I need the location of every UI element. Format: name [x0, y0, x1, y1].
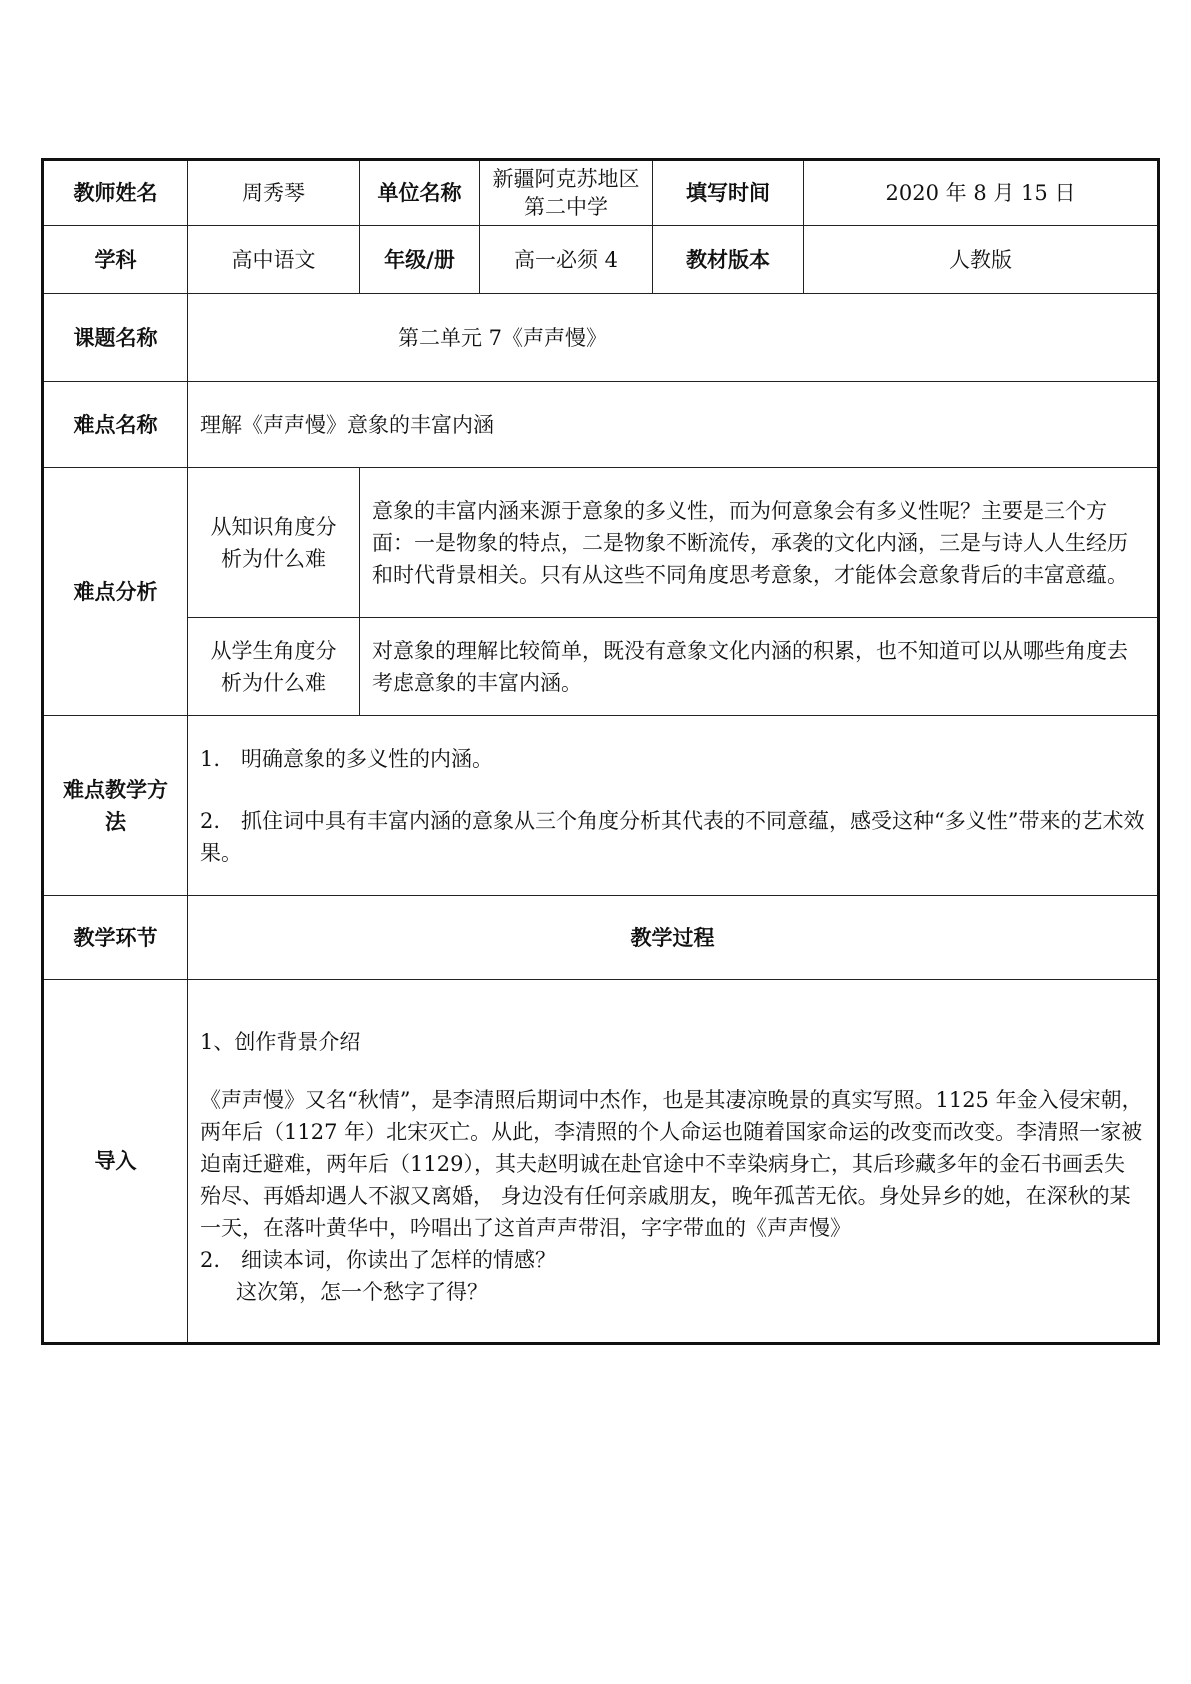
edition-label: 教材版本	[653, 226, 804, 294]
intro-point-1: 1、创作背景介绍	[200, 1030, 361, 1054]
method-label: 难点教学方法	[43, 716, 188, 896]
intro-quote: 这次第，怎一个愁字了得？	[236, 1280, 488, 1304]
method-row	[43, 716, 1159, 896]
intro-content	[188, 980, 1159, 1344]
header-row-2	[43, 226, 1159, 294]
stage-label: 教学环节	[43, 896, 188, 980]
topic-value-text: 第二单元 7《声声慢》	[398, 325, 608, 350]
difficulty-label: 难点名称	[43, 382, 188, 468]
knowledge-label: 从知识角度分析为什么难	[188, 468, 360, 618]
analysis-row-student	[43, 618, 1159, 716]
topic-value	[188, 294, 1159, 382]
intro-label: 导入	[43, 980, 188, 1344]
topic-row	[43, 294, 1159, 382]
teacher-label: 教师姓名	[43, 160, 188, 226]
intro-point-2: 2. 细读本词，你读出了怎样的情感？	[200, 1248, 557, 1272]
student-label: 从学生角度分析为什么难	[188, 618, 360, 716]
intro-row	[43, 980, 1159, 1344]
process-label: 教学过程	[188, 896, 1159, 980]
date-value: 2020 年 8 月 15 日	[804, 160, 1159, 226]
subject-label: 学科	[43, 226, 188, 294]
topic-label: 课题名称	[43, 294, 188, 382]
student-text: 对意象的理解比较简单，既没有意象文化内涵的积累，也不知道可以从哪些角度去考虑意象的丰富内涵。	[360, 618, 1159, 716]
unit-label: 单位名称	[360, 160, 480, 226]
lesson-plan-table	[41, 158, 1160, 1345]
method-content	[188, 716, 1159, 896]
unit-value-line2: 第二中学	[524, 195, 608, 219]
process-header-row	[43, 896, 1159, 980]
unit-value	[480, 160, 653, 226]
subject-value: 高中语文	[188, 226, 360, 294]
method-item-2: 2. 抓住词中具有丰富内涵的意象从三个角度分析其代表的不同意蕴，感受这种“多义性”带来的艺术效果。	[200, 808, 1145, 865]
unit-value-line1: 新疆阿克苏地区	[492, 167, 640, 191]
difficulty-value: 理解《声声慢》意象的丰富内涵	[188, 382, 1159, 468]
date-label: 填写时间	[653, 160, 804, 226]
grade-label: 年级/册	[360, 226, 480, 294]
teacher-value: 周秀琴	[188, 160, 360, 226]
header-row-1	[43, 160, 1159, 226]
knowledge-text: 意象的丰富内涵来源于意象的多义性，而为何意象会有多义性呢？主要是三个方面：一是物象的特点，二是物象不断流传，承袭的文化内涵，三是与诗人人生经历和时代背景相关。只有从这些不同角度思考意象，才能体会意象背后的丰富意蕴。	[360, 468, 1159, 618]
intro-background: 《声声慢》又名“秋情”，是李清照后期词中杰作，也是其凄凉晚景的真实写照。1125 年金入侵宋朝，两年后（1127 年）北宋灭亡。从此，李清照的个人命运也随着国家命运的改变而改变。李清照一家被迫南迁避难，两年后（1129），其夫赵明诚在赴官途中不幸染病身亡，其后珍藏多年的金石书画丢失殆尽、再婚却遇人不淑又离婚， 身边没有任何亲戚朋友，晚年孤苦无依。身处异乡的她，在深秋的某一天，在落叶黄华中，吟唱出了这首声声带泪，字字带血的《声声慢》	[200, 1088, 1143, 1240]
edition-value: 人教版	[804, 226, 1159, 294]
difficulty-row	[43, 382, 1159, 468]
method-item-1: 1. 明确意象的多义性的内涵。	[200, 746, 494, 771]
analysis-row-knowledge	[43, 468, 1159, 618]
grade-value: 高一必须 4	[480, 226, 653, 294]
analysis-label: 难点分析	[43, 468, 188, 716]
